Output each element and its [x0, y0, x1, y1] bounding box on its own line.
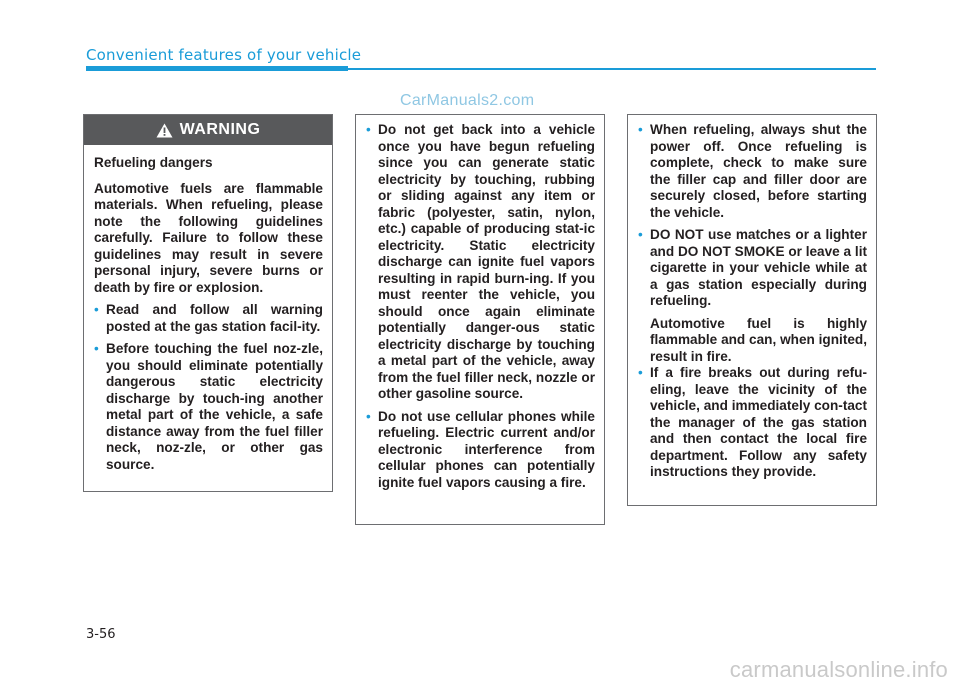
- list-item: • If a fire breaks out during refu-eling, leave the vicinity of the vehicle, and immediately con-tact the manager of the gas station and then contact the local fire department. Follow any safety instructions they provide.: [638, 365, 867, 479]
- warning-triangle-icon: [156, 123, 173, 138]
- bullet-icon: •: [638, 122, 643, 137]
- list-item: • Read and follow all warning posted at the gas station facil-ity.: [94, 302, 323, 334]
- bullet-icon: •: [638, 365, 643, 380]
- section-title: Convenient features of your vehicle: [86, 46, 362, 64]
- warning-label: WARNING: [179, 121, 261, 138]
- note-paragraph: Automotive fuel is highly flammable and can, when ignited, result in fire.: [650, 315, 867, 364]
- list-item: • Do not use cellular phones while refueling. Electric current and/or electronic interference from cellular phones can potentially ignite fuel vapors causing a fire.: [366, 408, 595, 490]
- warning-box: [83, 114, 333, 492]
- bullet-icon: •: [366, 122, 371, 137]
- list-item: • Before touching the fuel noz-zle, you should eliminate potentially dangerous static electricity discharge by touch-ing another metal part of the vehicle, a safe distance away from the fuel filler neck, noz-zle, or other gas source.: [94, 341, 323, 472]
- warning-continued-box-right: [627, 114, 877, 506]
- bullet-icon: •: [638, 227, 643, 242]
- list-item: • DO NOT use matches or a lighter and DO NOT SMOKE or leave a lit cigarette in your vehicle while at a gas station especially during refueling.: [638, 227, 867, 308]
- list-item: • Do not get back into a vehicle once you have begun refueling since you can generate static electricity by touching, rubbing or sliding against any item or fabric (polyester, satin, nylon, etc.) capable of producing stat-ic electricity. Static electricity discharge can ignite fuel vapors resulting in rapid burn-ing. If you must reenter the vehicle, you should once again eliminate potentially danger-ous static electricity discharge by touching a metal part of the vehicle, away from the fuel filler neck, nozzle or other gasoline source.: [366, 122, 595, 401]
- warning-continued-box-middle: [355, 114, 605, 525]
- watermark-bottom: carmanualsonline.info: [729, 657, 948, 682]
- header-accent-bar: [86, 66, 348, 71]
- bullet-icon: •: [366, 408, 371, 424]
- page-number: 3-56: [86, 627, 116, 642]
- warning-intro: Automotive fuels are flammable materials. When refueling, please note the following guidelines carefully. Failure to follow these guidelines may result in severe personal injury, severe burns or death by fire or explosion.: [94, 180, 323, 295]
- right-bullet-list-2: [638, 365, 867, 481]
- right-bullet-list: [638, 122, 867, 310]
- middle-bullet-list: [366, 122, 595, 491]
- list-item: • When refueling, always shut the power off. Once refueling is complete, check to make sure the filler cap and filler door are securely closed, before starting the vehicle.: [638, 122, 867, 220]
- bullet-icon: •: [94, 302, 99, 317]
- warning-bullet-list: [94, 302, 323, 473]
- header-rule: [348, 68, 876, 70]
- watermark-top: CarManuals2.com: [400, 92, 535, 109]
- bullet-icon: •: [94, 341, 99, 356]
- warning-subhead: Refueling dangers: [94, 155, 213, 170]
- warning-header: [84, 115, 332, 145]
